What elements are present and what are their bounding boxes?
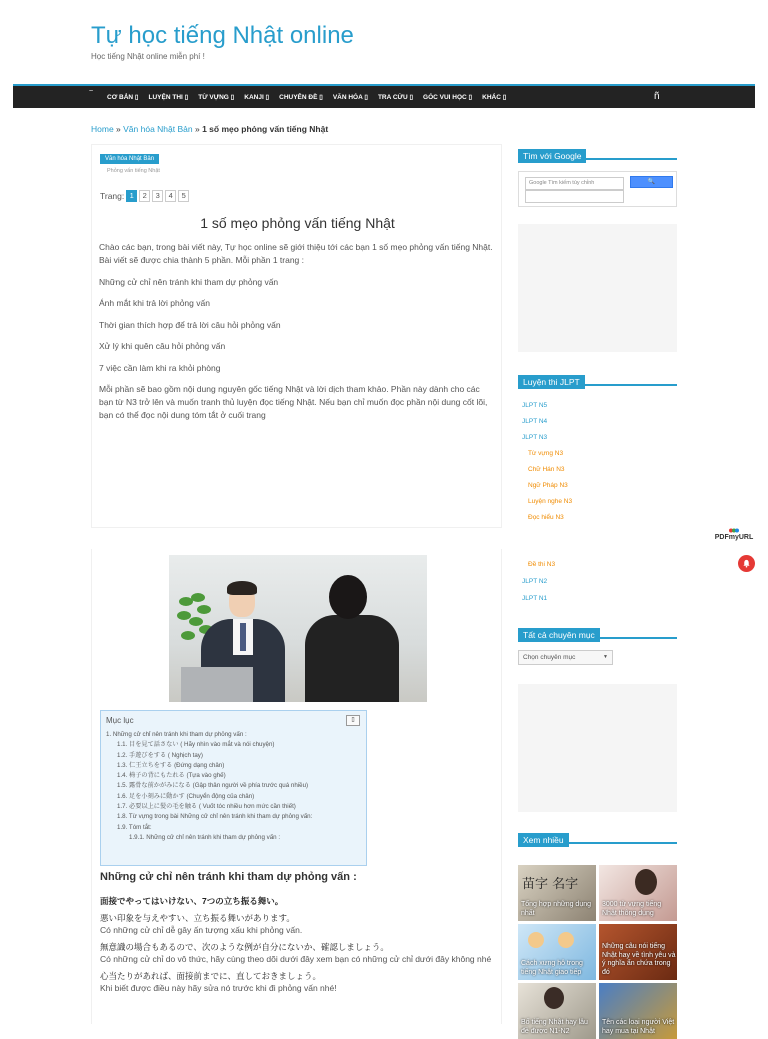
- laptop: [181, 667, 253, 702]
- search-icon[interactable]: ñ: [654, 91, 660, 102]
- japanese-line: 面接でやってはいけない、7つの立ち振る舞い。: [100, 896, 284, 906]
- candidate-figure: [305, 615, 399, 702]
- translation-line: Có những cử chỉ do vô thức, hãy cùng theo dõi dưới đây xem bạn có những cử chỉ dưới đây không nhé: [100, 954, 492, 964]
- breadcrumb-separator: »: [192, 124, 203, 134]
- japanese-line: 無意識の場合もあるので、次のような例が自分にないか、確認しましょう。: [100, 942, 389, 952]
- categories-widget-label: Tất cả chuyên mục: [518, 628, 600, 642]
- popular-post-thumb[interactable]: 苗字 名字 Tổng hợp những dụng nhất: [518, 865, 596, 921]
- toc-item[interactable]: 1. Những cử chỉ nên tránh khi tham dự phỏng vấn :: [106, 731, 247, 738]
- google-widget-title: [518, 146, 677, 160]
- nav-item-luyen-thi[interactable]: LUYỆN THI ▯: [148, 94, 189, 101]
- jlpt-item[interactable]: JLPT N2: [522, 578, 548, 585]
- pager-page-2[interactable]: 2: [139, 190, 150, 202]
- google-widget-label: Tìm với Google: [518, 149, 586, 163]
- article-content: [91, 549, 502, 1024]
- pager-page-5[interactable]: 5: [178, 190, 189, 202]
- toc-title: Mục lục: [106, 716, 134, 725]
- toc-item[interactable]: 1.9. Tóm tắt:: [117, 823, 152, 831]
- intro-paragraph: Mỗi phần sẽ bao gồm nội dung nguyên gốc tiếng Nhật và lời dịch tham khảo. Phần này dành cho các bạn từ N3 trở lên và muốn tranh thủ luyện đọc tiếng Nhật. Nếu bạn chỉ muốn đọc phần nội dung cốt lõi, bạn có thể đọc nội dung tóm tắt ở cuối trang: [99, 384, 488, 420]
- japanese-line: 心当たりがあれば、面接前までに、直しておきましょう。: [100, 971, 322, 981]
- pager-page-4[interactable]: 4: [165, 190, 176, 202]
- pager-label: Trang:: [100, 191, 125, 201]
- jlpt-item[interactable]: JLPT N4: [522, 418, 548, 425]
- pdf-badge-label: PDFmyURL: [714, 534, 754, 541]
- jlpt-list-continued: [522, 556, 672, 607]
- jlpt-item[interactable]: JLPT N1: [522, 595, 548, 602]
- popular-post-thumb[interactable]: [599, 865, 677, 921]
- popular-post-title: Tên các loại người Việt hay mua tại Nhật: [602, 1019, 675, 1035]
- popular-post-thumb[interactable]: [599, 924, 677, 980]
- popular-post-title: Cách xưng hô trong tiếng Nhật giao tiếp: [521, 960, 583, 976]
- breadcrumb-separator: »: [113, 124, 124, 134]
- notification-bell-icon[interactable]: [738, 555, 755, 572]
- jlpt-item[interactable]: JLPT N5: [522, 402, 548, 409]
- popular-post-title: 3000 từ vựng tiếng Nhật thông dụng: [602, 901, 662, 917]
- jlpt-widget-title: [518, 372, 677, 386]
- article-intro: [91, 144, 502, 528]
- post-title: 1 số mẹo phỏng vấn tiếng Nhật: [200, 215, 395, 231]
- toc-toggle-button[interactable]: ▯: [346, 715, 360, 726]
- translation-line: Có những cử chỉ dễ gây ấn tượng xấu khi phỏng vấn.: [100, 925, 303, 935]
- popular-post-title: Tổng hợp những dụng nhất: [521, 901, 591, 917]
- site-header: [0, 0, 768, 84]
- pager-page-1[interactable]: 1: [126, 190, 137, 202]
- toc-item[interactable]: 1.8. Từ vựng trong bài Những cử chỉ nên tránh khi tham dự phỏng vấn:: [117, 813, 313, 821]
- pdf-download-badge[interactable]: [712, 530, 756, 546]
- post-body: [99, 241, 496, 431]
- jlpt-widget-label: Luyện thi JLPT: [518, 375, 585, 389]
- intro-list-item: Thời gian thích hợp để trả lời câu hỏi phỏng vấn: [99, 319, 281, 330]
- page-pager: [100, 190, 189, 202]
- breadcrumb-category[interactable]: Văn hóa Nhật Bản: [123, 124, 193, 134]
- jlpt-item[interactable]: JLPT N3: [522, 434, 548, 441]
- nav-item-khac[interactable]: KHÁC ▯: [482, 94, 507, 101]
- toc-item[interactable]: 1.1. 目を見て話さない ( Hãy nhìn vào mắt và nói chuyện): [117, 741, 275, 749]
- ad-placeholder: [518, 684, 677, 812]
- home-icon[interactable]: ~: [89, 88, 94, 95]
- jlpt-subitem[interactable]: Đọc hiểu N3: [528, 514, 564, 521]
- table-of-contents: [100, 710, 367, 866]
- category-select-value: Chọn chuyên mục: [523, 654, 576, 661]
- site-title[interactable]: Tự học tiếng Nhật online: [91, 22, 354, 49]
- nav-item-van-hoa[interactable]: VĂN HÓA ▯: [332, 94, 368, 101]
- japanese-line: 悪い印象を与えやすい、立ち振る舞いがあります。: [100, 913, 295, 923]
- google-search-input[interactable]: Google Tìm kiếm tùy chỉnh: [525, 177, 624, 190]
- breadcrumb-current: 1 số mẹo phỏng vấn tiếng Nhật: [202, 124, 329, 134]
- categories-widget-title: [518, 625, 677, 639]
- popular-post-title: Những câu nói tiếng Nhật hay về tình yêu và ý nghĩa ẩn chứa trong đó: [602, 943, 676, 976]
- intro-list-item: 7 việc cần làm khi ra khỏi phòng: [99, 362, 221, 373]
- jlpt-subitem[interactable]: Ngữ Pháp N3: [528, 482, 568, 489]
- category-select[interactable]: [518, 650, 613, 665]
- toc-item[interactable]: 1.7. 必要以上に髪の毛を触る ( Vuốt tóc nhiều hơn mức cần thiết): [117, 803, 296, 811]
- intro-paragraph: Chào các bạn, trong bài viết này, Tự học online sẽ giới thiệu tới các bạn 1 số mẹo phỏng vấn tiếng Nhật. Bài viết sẽ được chia thành 5 phần. Mỗi phần 1 trang :: [99, 242, 493, 265]
- nav-menu: [107, 86, 516, 108]
- nav-item-co-ban[interactable]: CƠ BẢN ▯: [107, 94, 139, 101]
- toc-item[interactable]: 1.4. 椅子の背にもたれる (Tựa vào ghế): [117, 772, 226, 780]
- toc-list: [106, 730, 364, 843]
- nav-item-goc-vui-hoc[interactable]: GÓC VUI HỌC ▯: [423, 94, 473, 101]
- pdf-logo-icon: [729, 528, 739, 533]
- jlpt-subitem[interactable]: Luyện nghe N3: [528, 498, 573, 505]
- pager-page-3[interactable]: 3: [152, 190, 163, 202]
- toc-item[interactable]: 1.6. 足を小刻みに動かす (Chuyển động của chân): [117, 792, 255, 800]
- intro-list-item: Ánh mắt khi trả lời phỏng vấn: [99, 298, 210, 308]
- popular-post-thumb[interactable]: [518, 983, 596, 1039]
- site-description: Học tiếng Nhật online miễn phí !: [91, 52, 205, 61]
- jlpt-subitem[interactable]: Từ vựng N3: [528, 450, 564, 457]
- section-content: [100, 895, 497, 999]
- jlpt-list: [522, 398, 672, 526]
- toc-item[interactable]: 1.5. 露骨な前かがみになる (Gập thân người về phía trước quá nhiều): [117, 782, 309, 790]
- toc-item[interactable]: 1.2. 手遊びをする ( Nghịch tay): [117, 751, 203, 759]
- translation-line: Khi biết được điều này hãy sửa nó trước khi đi phỏng vấn nhé!: [100, 983, 337, 993]
- nav-item-chuyen-de[interactable]: CHUYÊN ĐỀ ▯: [279, 94, 323, 101]
- main-navbar: [13, 84, 755, 108]
- nav-item-tu-vung[interactable]: TỪ VỰNG ▯: [198, 94, 235, 101]
- popular-post-title: Bố tiếng Nhật hay lâu đề được N1-N2: [521, 1019, 588, 1035]
- ad-placeholder: [518, 224, 677, 352]
- intro-list-item: Xử lý khi quên câu hỏi phỏng vấn: [99, 341, 226, 351]
- popular-widget-title: [518, 830, 677, 844]
- interview-photo: [169, 555, 427, 702]
- chevron-down-icon: ▼: [603, 654, 608, 660]
- jlpt-subitem[interactable]: Đề thi N3: [528, 561, 556, 568]
- toc-item[interactable]: 1.3. 仁王立ちをする (Đứng dạng chân): [117, 761, 225, 769]
- google-search-input-secondary[interactable]: [525, 190, 624, 203]
- section-heading: Những cử chỉ nên tránh khi tham dự phỏng vấn :: [100, 871, 357, 883]
- popular-post-thumb[interactable]: [518, 924, 596, 980]
- toc-item[interactable]: 1.9.1. Những cử chỉ nên tránh khi tham dự phỏng vấn :: [129, 833, 281, 841]
- popular-post-thumb[interactable]: [599, 983, 677, 1039]
- category-badge[interactable]: Văn hóa Nhật Bản: [100, 154, 159, 164]
- breadcrumb: [91, 124, 328, 134]
- breadcrumb-home[interactable]: Home: [91, 124, 114, 134]
- tag-link[interactable]: Phỏng vấn tiếng Nhật: [107, 168, 160, 174]
- nav-item-kanji[interactable]: KANJI ▯: [244, 94, 270, 101]
- jlpt-subitem[interactable]: Chữ Hán N3: [528, 466, 565, 473]
- popular-widget-label: Xem nhiều: [518, 833, 569, 847]
- intro-list-item: Những cử chỉ nên tránh khi tham dự phỏng vấn: [99, 276, 279, 287]
- google-search-button[interactable]: 🔍: [630, 176, 673, 188]
- nav-item-tra-cuu[interactable]: TRA CỨU ▯: [377, 94, 414, 101]
- google-search-box: [518, 171, 677, 207]
